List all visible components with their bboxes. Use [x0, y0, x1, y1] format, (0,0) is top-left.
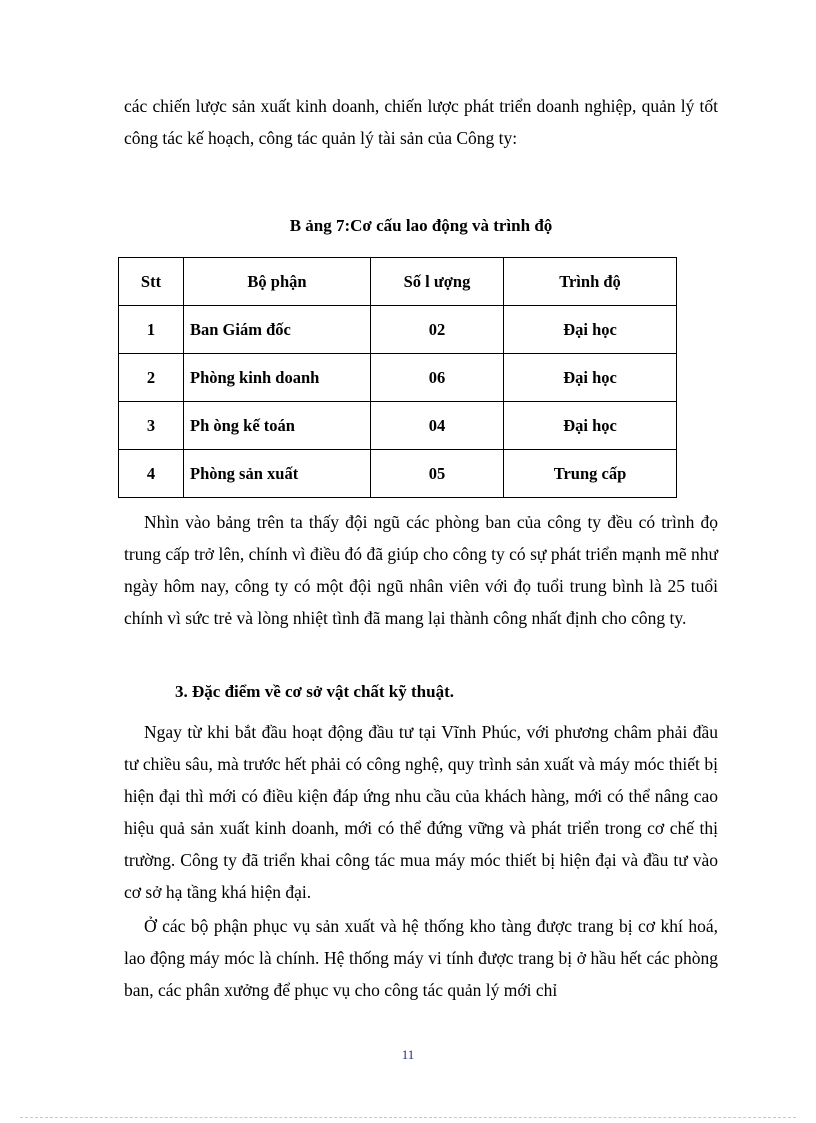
cell-level: Đại học — [504, 354, 677, 402]
cell-department: Ph òng kế toán — [184, 402, 371, 450]
header-stt: Stt — [119, 258, 184, 306]
cell-level: Đại học — [504, 402, 677, 450]
page-number: 11 — [401, 1047, 415, 1062]
table-caption: B ảng 7:Cơ cấu lao động và trình độ — [289, 216, 553, 235]
cell-quantity: 04 — [371, 402, 504, 450]
cell-stt: 3 — [119, 402, 184, 450]
cell-quantity: 06 — [371, 354, 504, 402]
equipment-paragraph: Ở các bộ phận phục vụ sản xuất và hệ thống kho tàng được trang bị cơ khí hoá, lao động máy móc là chính. Hệ thống máy vi tính được trang bị ở hầu hết các phòng ban, các phân xưởng để phục vụ cho công tác quản lý mới chỉ — [124, 916, 718, 1000]
cell-department: Phòng kinh doanh — [184, 354, 371, 402]
cell-stt: 1 — [119, 306, 184, 354]
cell-level: Trung cấp — [504, 450, 677, 498]
header-quantity: Số l ượng — [371, 258, 504, 306]
table-row — [119, 354, 677, 402]
cell-quantity: 05 — [371, 450, 504, 498]
table-row — [119, 306, 677, 354]
page-bottom-divider — [20, 1117, 796, 1118]
cell-stt: 4 — [119, 450, 184, 498]
header-level: Trình độ — [504, 258, 677, 306]
cell-level: Đại học — [504, 306, 677, 354]
table-row — [119, 450, 677, 498]
facilities-paragraph: Ngay từ khi bắt đầu hoạt động đầu tư tại Vĩnh Phúc, với phương châm phải đầu tư chiều sâu, mà trước hết phải có công nghệ, quy trình sản xuất và máy móc thiết bị hiện đại thì mới có điều kiện đáp ứng nhu cầu của khách hàng, mới có thể nâng cao hiệu quả sản xuất kinh doanh, mới có thể đứng vững và phát triển trong cơ chế thị trường. Công ty đã triển khai công tác mua máy móc thiết bị hiện đại và đầu tư vào cơ sở hạ tầng khá hiện đại. — [124, 722, 718, 902]
staff-table — [118, 257, 677, 498]
table-row — [119, 402, 677, 450]
section-heading: 3. Đặc điểm về cơ sở vật chất kỹ thuật. — [175, 682, 454, 701]
table-header-row — [119, 258, 677, 306]
cell-stt: 2 — [119, 354, 184, 402]
header-department: Bộ phận — [184, 258, 371, 306]
cell-department: Phòng sản xuất — [184, 450, 371, 498]
cell-department: Ban Giám đốc — [184, 306, 371, 354]
cell-quantity: 02 — [371, 306, 504, 354]
intro-paragraph: các chiến lược sản xuất kinh doanh, chiến lược phát triển doanh nghiệp, quản lý tốt công tác kế hoạch, công tác quản lý tài sản của Công ty: — [124, 96, 718, 148]
analysis-paragraph: Nhìn vào bảng trên ta thấy đội ngũ các phòng ban của công ty đều có trình đọ trung cấp trở lên, chính vì điều đó đã giúp cho công ty có sự phát triển mạnh mẽ như ngày hôm nay, công ty có một đội ngũ nhân viên với đọ tuổi trung bình là 25 tuổi chính vì sức trẻ và lòng nhiệt tình đã mang lại thành công nhất định cho công ty. — [124, 512, 718, 628]
